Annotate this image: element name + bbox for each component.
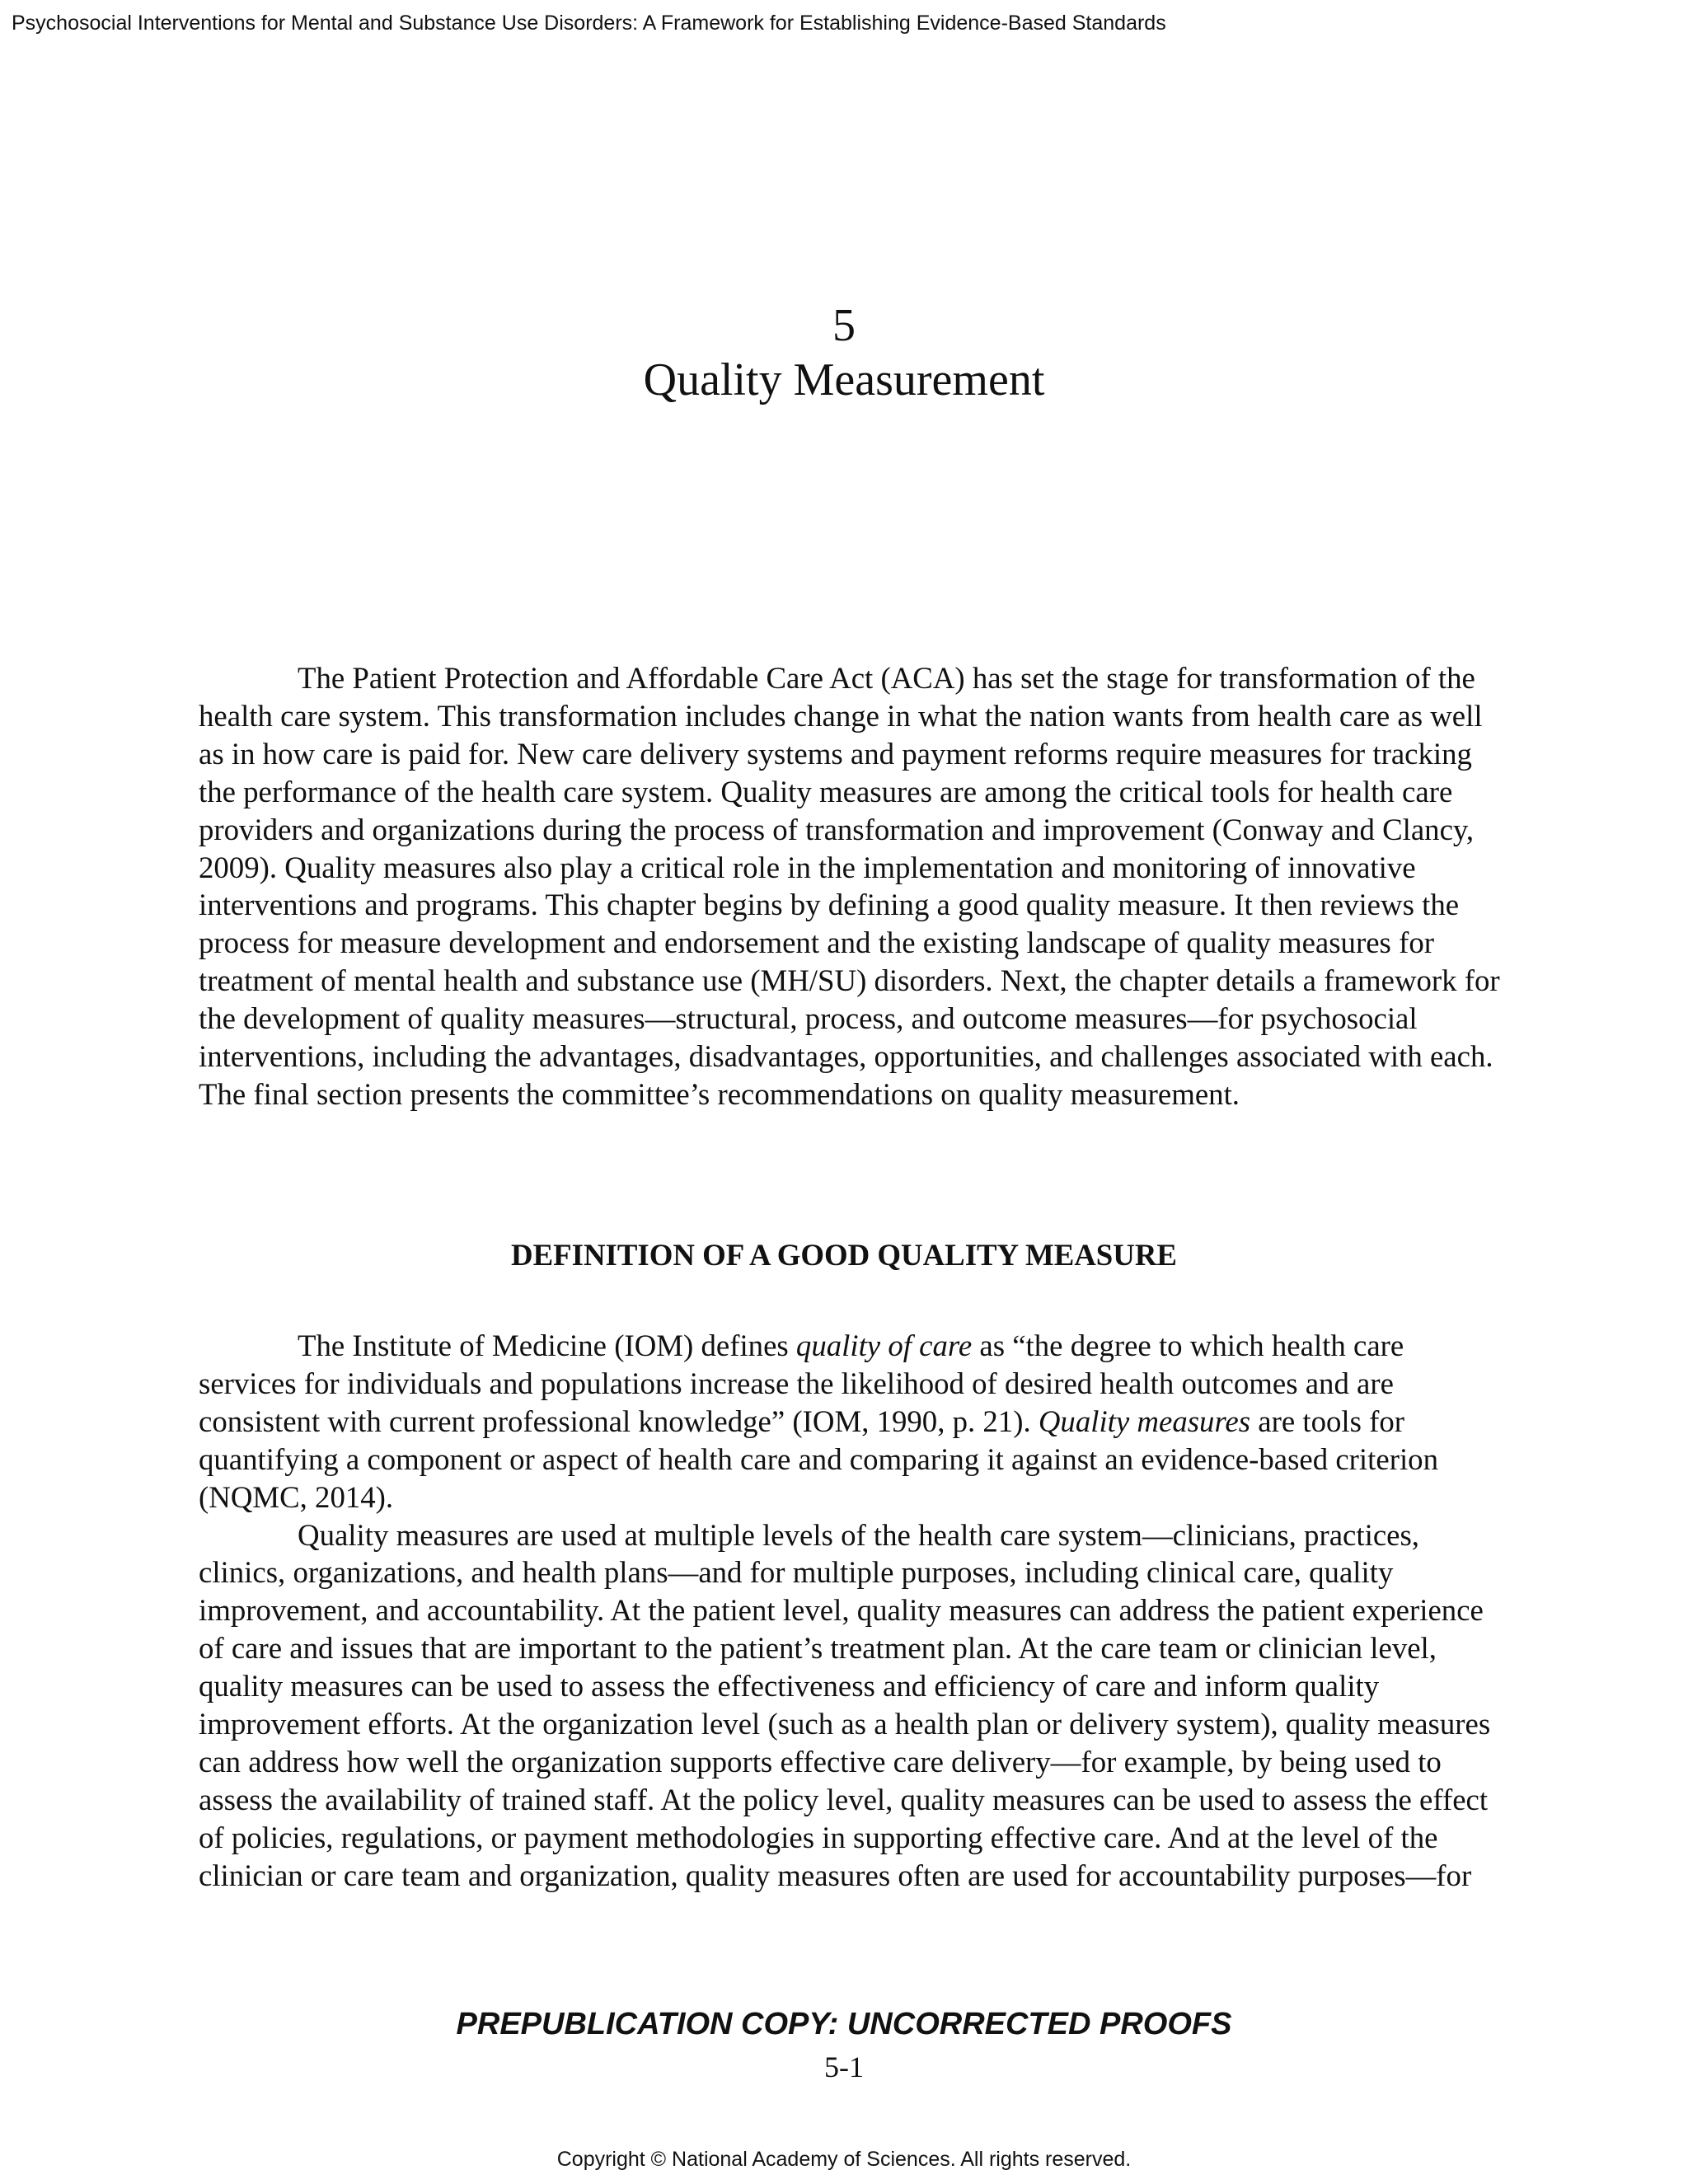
- definition-text-3: are tools for quantifying a component or aspect of health care and comparing it against an evidence-based criterion (NQMC, 2014).: [199, 1404, 1438, 1514]
- copyright-notice: Copyright © National Academy of Sciences. All rights reserved.: [556, 2148, 1132, 2171]
- definition-paragraph: [199, 1327, 1501, 1516]
- intro-paragraph: The Patient Protection and Affordable Care Act (ACA) has set the stage for transformation of the health care system. This transformation includes change in what the nation wants from health care as well as in how care is paid for. New care delivery systems and payment reforms require measures for tracking the performance of the health care system. Quality measures are among the critical tools for health care providers and organizations during the process of transformation and improvement (Conway and Clancy, 2009). Quality measures also play a critical role in the implementation and monitoring of innovative interventions and programs. This chapter begins by defining a good quality measure. It then reviews the process for measure development and endorsement and the existing landscape of quality measures for treatment of mental health and substance use (MH/SU) disorders. Next, the chapter details a framework for the development of quality measures—structural, process, and outcome measures—for psychosocial interventions, including the advantages, disadvantages, opportunities, and challenges associated with each. The final section presents the committee’s recommendations on quality measurement.: [199, 661, 1500, 1111]
- chapter-number: 5: [832, 300, 856, 351]
- running-header: Psychosocial Interventions for Mental and Substance Use Disorders: A Framework for Establishing Evidence-Based Standards: [12, 12, 1166, 35]
- definition-section: [199, 1327, 1501, 1895]
- intro-section: [199, 659, 1501, 1113]
- definition-text-2: as “the degree to which health care services for individuals and populations increase the likelihood of desired health outcomes and are consistent with current professional knowledge” (IOM, 1990, p. 21).: [199, 1329, 1404, 1438]
- prepublication-notice: PREPUBLICATION COPY: UNCORRECTED PROOFS: [456, 2007, 1232, 2041]
- chapter-title: Quality Measurement: [643, 354, 1045, 405]
- term-quality-measures: Quality measures: [1038, 1404, 1251, 1438]
- definition-text-1: The Institute of Medicine (IOM) defines: [298, 1329, 796, 1362]
- section-heading: DEFINITION OF A GOOD QUALITY MEASURE: [511, 1238, 1177, 1272]
- levels-paragraph: Quality measures are used at multiple levels of the health care system—clinicians, practices, clinics, organizations, and health plans—and for multiple purposes, including clinical care, quality improvement, and accountability. At the patient level, quality measures can address the patient experience of care and issues that are important to the patient’s treatment plan. At the care team or clinician level, quality measures can be used to assess the effectiveness and efficiency of care and inform quality improvement efforts. At the organization level (such as a health plan or delivery system), quality measures can address how well the organization supports effective care delivery—for example, by being used to assess the availability of trained staff. At the policy level, quality measures can be used to assess the effect of policies, regulations, or payment methodologies in supporting effective care. And at the level of the clinician or care team and organization, quality measures often are used for accountability purposes—for: [199, 1517, 1491, 1892]
- term-quality-of-care: quality of care: [795, 1329, 973, 1362]
- page-number: 5-1: [824, 2050, 864, 2083]
